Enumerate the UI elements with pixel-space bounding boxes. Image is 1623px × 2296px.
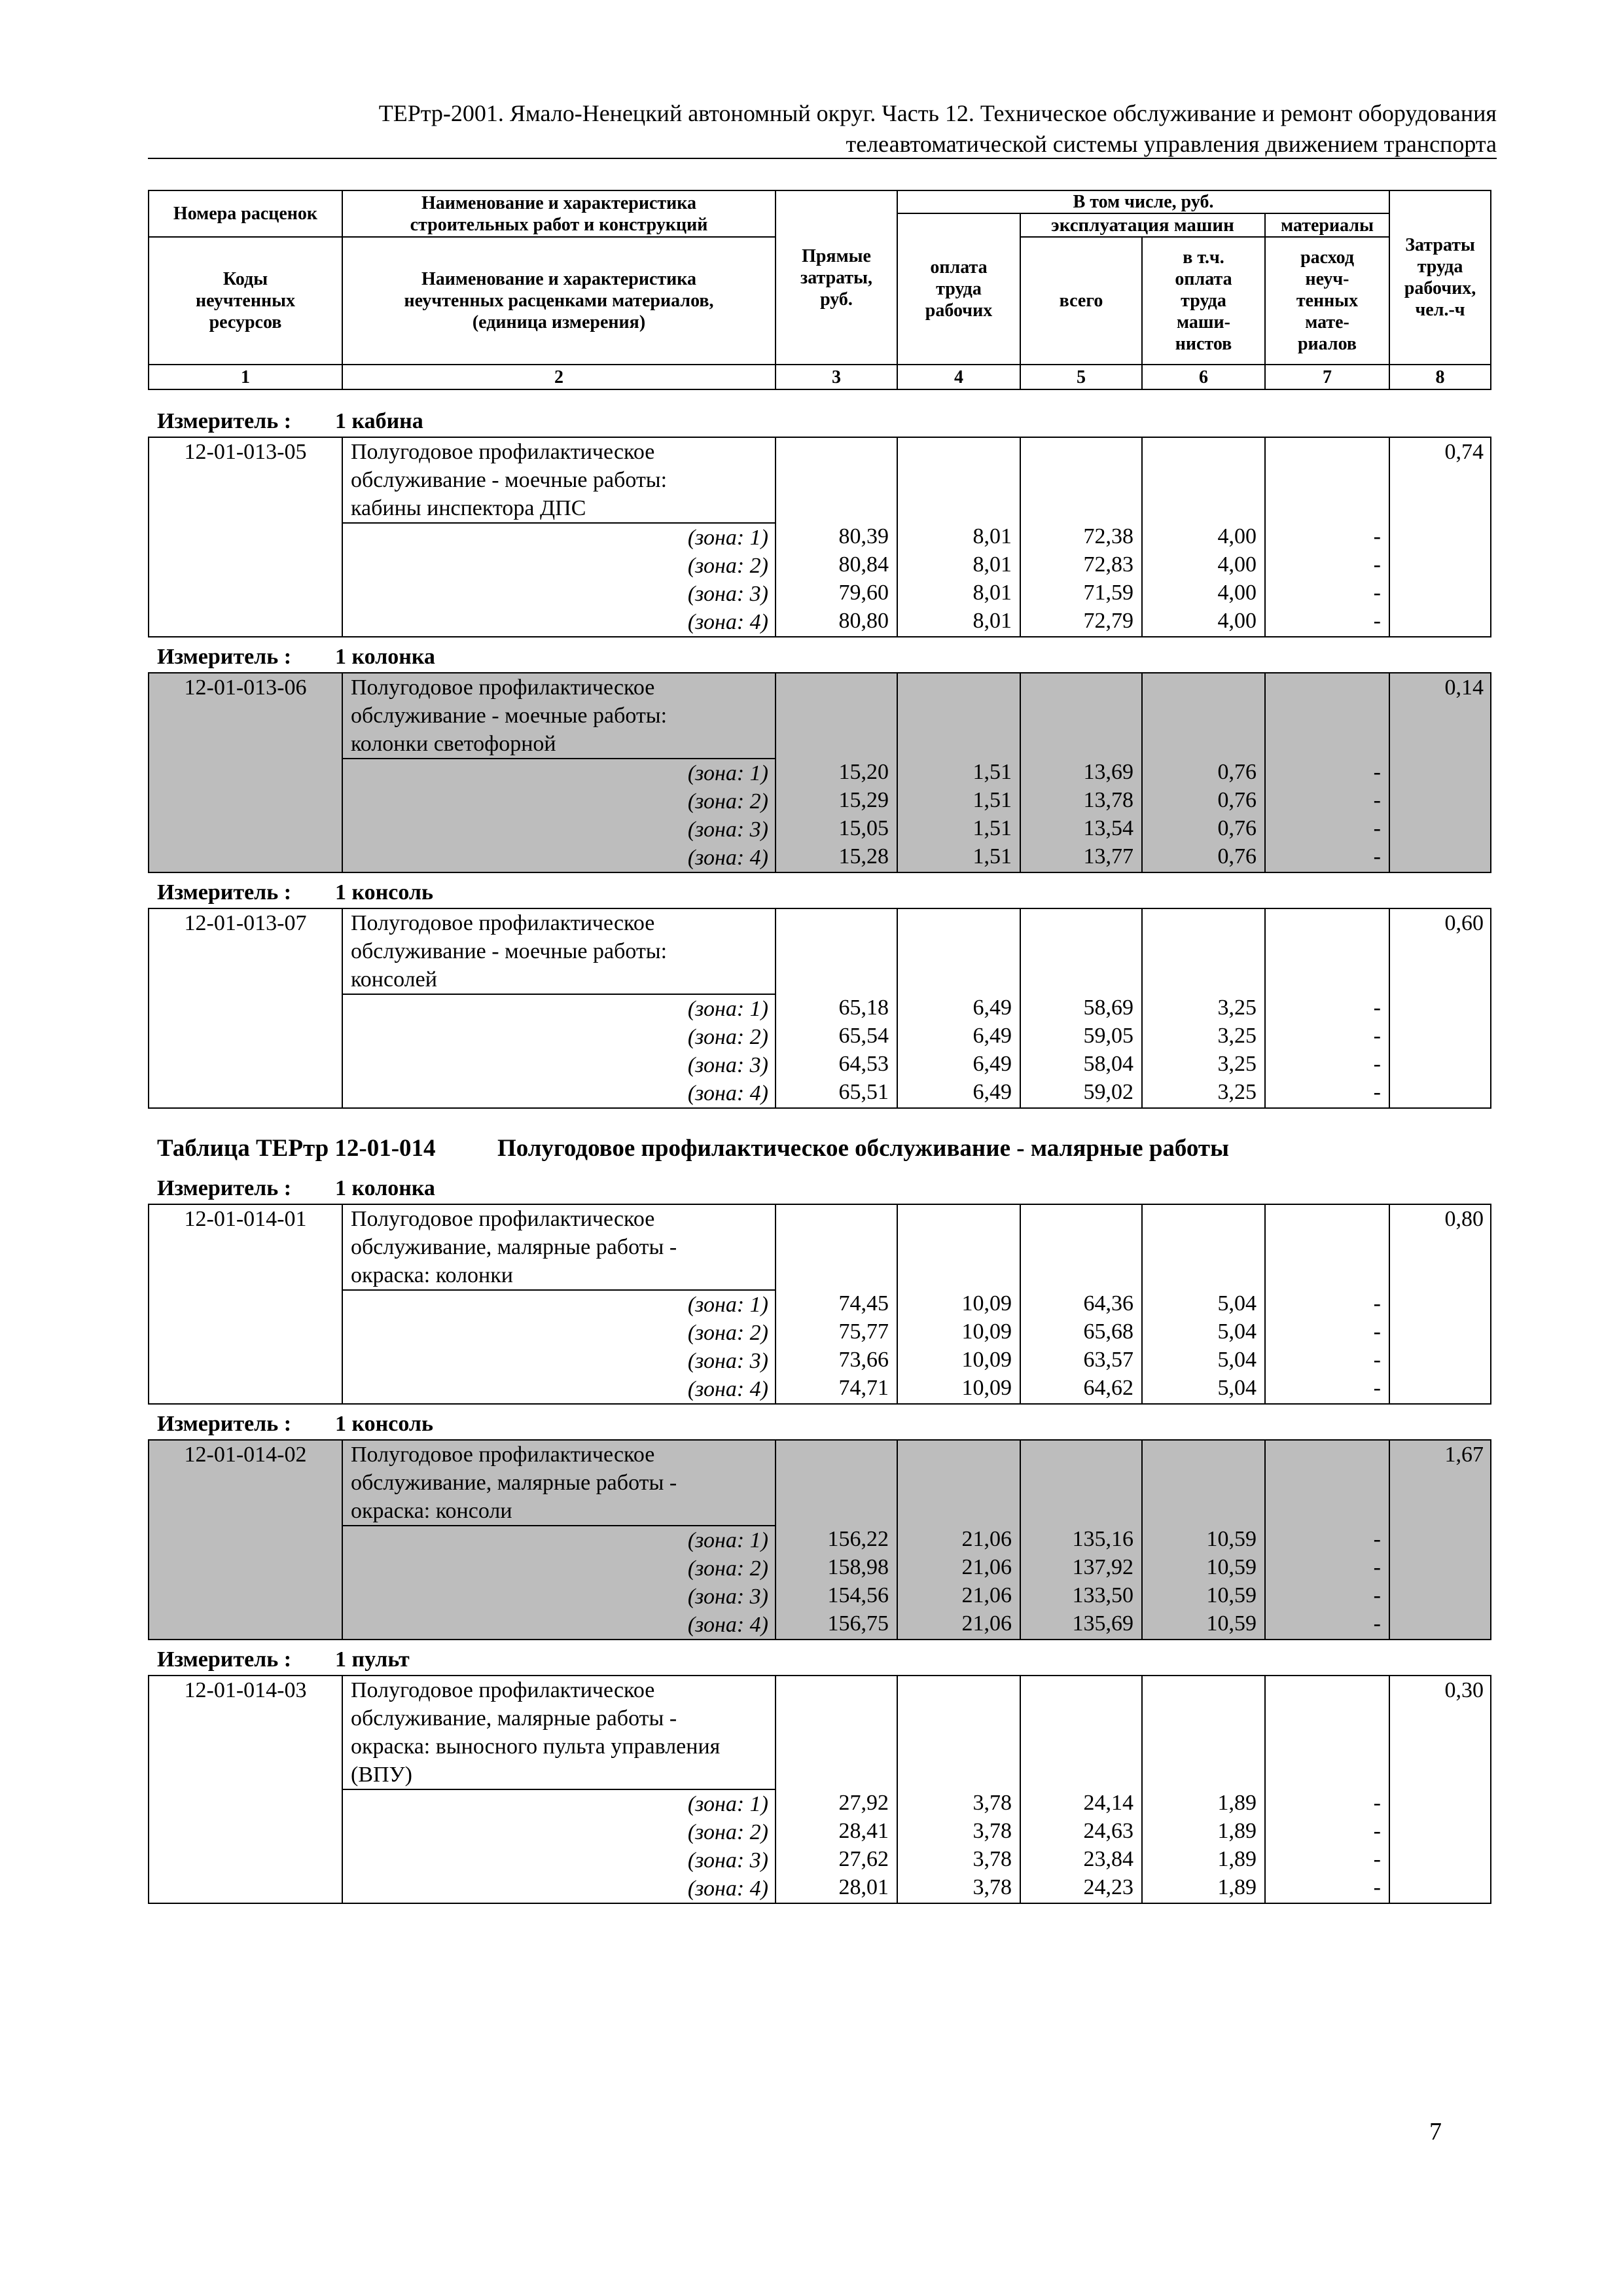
header-rate-numbers: Номера расценок — [149, 190, 342, 237]
header-material-name: Наименование и характеристика неучтенных расценками материалов, (единица измерения) — [342, 237, 776, 365]
direct-costs-column: 15,20 15,29 15,05 15,28 — [776, 673, 897, 872]
measure-unit: 1 консоль — [335, 880, 433, 905]
rate-name: Полугодовое профилактическое обслуживание, малярные работы - окраска: консоли — [342, 1440, 776, 1526]
direct-costs-column: 65,18 65,54 64,53 65,51 — [776, 908, 897, 1108]
header-work-name: Наименование и характеристика строительных работ и конструкций — [342, 190, 776, 237]
machinists-column: 3,25 3,25 3,25 3,25 — [1142, 908, 1265, 1108]
column-number: 6 — [1142, 365, 1265, 389]
rate-table — [148, 908, 1491, 1109]
machinists-column: 10,59 10,59 10,59 10,59 — [1142, 1440, 1265, 1640]
wages-column: 1,51 1,51 1,51 1,51 — [897, 673, 1020, 872]
table-title-label: Таблица ТЕРтр 12-01-014 — [157, 1135, 436, 1162]
wages-column: 10,09 10,09 10,09 10,09 — [897, 1204, 1020, 1404]
labor-costs: 0,30 — [1389, 1676, 1491, 1903]
measure-unit: 1 колонка — [335, 645, 435, 669]
materials-column: - - - - — [1265, 1204, 1389, 1404]
materials-column: - - - - — [1265, 673, 1389, 872]
machinists-column: 1,89 1,89 1,89 1,89 — [1142, 1676, 1265, 1903]
labor-costs: 0,60 — [1389, 908, 1491, 1108]
wages-column: 8,01 8,01 8,01 8,01 — [897, 437, 1020, 637]
column-header-table — [148, 190, 1491, 390]
measure-line — [157, 645, 435, 670]
measure-label: Измеритель : — [157, 1412, 292, 1436]
machines-column: 135,16 137,92 133,50 135,69 — [1020, 1440, 1142, 1640]
rate-code: 12-01-014-01 — [149, 1204, 342, 1404]
column-number: 7 — [1265, 365, 1389, 389]
measure-line — [157, 1176, 435, 1201]
column-number: 8 — [1389, 365, 1491, 389]
running-header — [148, 98, 1497, 160]
wages-column: 21,06 21,06 21,06 21,06 — [897, 1440, 1020, 1640]
measure-line — [157, 880, 433, 905]
column-number: 1 — [149, 365, 342, 389]
page-number: 7 — [1429, 2118, 1442, 2145]
wages-column: 3,78 3,78 3,78 3,78 — [897, 1676, 1020, 1903]
machinists-column: 0,76 0,76 0,76 0,76 — [1142, 673, 1265, 872]
header-resource-codes: Коды неучтенных ресурсов — [149, 237, 342, 365]
machinists-column: 5,04 5,04 5,04 5,04 — [1142, 1204, 1265, 1404]
header-machine-operation: эксплуатация машин — [1020, 213, 1265, 237]
rate-table — [148, 1675, 1491, 1904]
zone-list: (зона: 1) (зона: 2) (зона: 3) (зона: 4) — [342, 1526, 776, 1640]
header-line-1: ТЕРтр-2001. Ямало-Ненецкий автономный округ. Часть 12. Техническое обслуживание и ремонт оборудования — [378, 100, 1497, 126]
direct-costs-column: 27,92 28,41 27,62 28,01 — [776, 1676, 897, 1903]
rate-code: 12-01-014-02 — [149, 1440, 342, 1640]
labor-costs: 0,74 — [1389, 437, 1491, 637]
machines-column: 13,69 13,78 13,54 13,77 — [1020, 673, 1142, 872]
measure-line — [157, 1647, 410, 1672]
rate-table — [148, 1204, 1491, 1405]
rate-code: 12-01-013-05 — [149, 437, 342, 637]
column-number: 2 — [342, 365, 776, 389]
measure-unit: 1 консоль — [335, 1412, 433, 1436]
zone-list: (зона: 1) (зона: 2) (зона: 3) (зона: 4) — [342, 1789, 776, 1903]
machines-column: 64,36 65,68 63,57 64,62 — [1020, 1204, 1142, 1404]
rate-name: Полугодовое профилактическое обслуживание, малярные работы - окраска: выносного пульта управления (ВПУ) — [342, 1676, 776, 1789]
rate-name: Полугодовое профилактическое обслуживание, малярные работы - окраска: колонки — [342, 1204, 776, 1290]
rate-table — [148, 1439, 1491, 1640]
column-number: 3 — [776, 365, 897, 389]
rate-code: 12-01-013-07 — [149, 908, 342, 1108]
measure-line — [157, 1412, 433, 1437]
materials-column: - - - - — [1265, 437, 1389, 637]
direct-costs-column: 80,39 80,84 79,60 80,80 — [776, 437, 897, 637]
zone-list: (зона: 1) (зона: 2) (зона: 3) (зона: 4) — [342, 523, 776, 637]
machines-column: 72,38 72,83 71,59 72,79 — [1020, 437, 1142, 637]
rate-table — [148, 672, 1491, 873]
zone-list: (зона: 1) (зона: 2) (зона: 3) (зона: 4) — [342, 1290, 776, 1404]
header-rule — [148, 158, 1497, 159]
rate-code: 12-01-013-06 — [149, 673, 342, 872]
zone-list: (зона: 1) (зона: 2) (зона: 3) (зона: 4) — [342, 994, 776, 1108]
header-labor-costs: Затраты труда рабочих, чел.-ч — [1389, 190, 1491, 365]
machines-column: 24,14 24,63 23,84 24,23 — [1020, 1676, 1142, 1903]
header-unaccounted-materials: расход неуч- тенных мате- риалов — [1265, 237, 1389, 365]
materials-column: - - - - — [1265, 908, 1389, 1108]
measure-unit: 1 пульт — [335, 1647, 410, 1672]
table-title — [157, 1134, 1229, 1162]
header-machinist-wages: в т.ч. оплата труда маши- нистов — [1142, 237, 1265, 365]
labor-costs: 0,80 — [1389, 1204, 1491, 1404]
header-direct-costs: Прямые затраты, руб. — [776, 190, 897, 365]
rate-table — [148, 437, 1491, 637]
header-materials: материалы — [1265, 213, 1389, 237]
measure-label: Измеритель : — [157, 645, 292, 669]
materials-column: - - - - — [1265, 1440, 1389, 1640]
column-number: 4 — [897, 365, 1020, 389]
header-line-2: телеавтоматической системы управления движением транспорта — [846, 131, 1497, 157]
rate-name: Полугодовое профилактическое обслуживание - моечные работы: кабины инспектора ДПС — [342, 437, 776, 523]
measure-label: Измеритель : — [157, 1647, 292, 1672]
labor-costs: 0,14 — [1389, 673, 1491, 872]
measure-unit: 1 кабина — [335, 409, 423, 433]
header-machines-total: всего — [1020, 237, 1142, 365]
measure-label: Измеритель : — [157, 1176, 292, 1200]
materials-column: - - - - — [1265, 1676, 1389, 1903]
zone-list: (зона: 1) (зона: 2) (зона: 3) (зона: 4) — [342, 759, 776, 872]
measure-unit: 1 колонка — [335, 1176, 435, 1200]
column-number: 5 — [1020, 365, 1142, 389]
measure-label: Измеритель : — [157, 409, 292, 433]
rate-code: 12-01-014-03 — [149, 1676, 342, 1903]
header-including-group: В том числе, руб. — [897, 190, 1389, 213]
table-title-text: Полугодовое профилактическое обслуживание - малярные работы — [497, 1135, 1229, 1162]
measure-line — [157, 409, 423, 434]
measure-label: Измеритель : — [157, 880, 292, 905]
machines-column: 58,69 59,05 58,04 59,02 — [1020, 908, 1142, 1108]
header-wages: оплата труда рабочих — [897, 213, 1020, 365]
wages-column: 6,49 6,49 6,49 6,49 — [897, 908, 1020, 1108]
rate-name: Полугодовое профилактическое обслуживание - моечные работы: консолей — [342, 908, 776, 994]
machinists-column: 4,00 4,00 4,00 4,00 — [1142, 437, 1265, 637]
direct-costs-column: 156,22 158,98 154,56 156,75 — [776, 1440, 897, 1640]
direct-costs-column: 74,45 75,77 73,66 74,71 — [776, 1204, 897, 1404]
labor-costs: 1,67 — [1389, 1440, 1491, 1640]
rate-name: Полугодовое профилактическое обслуживание - моечные работы: колонки светофорной — [342, 673, 776, 759]
